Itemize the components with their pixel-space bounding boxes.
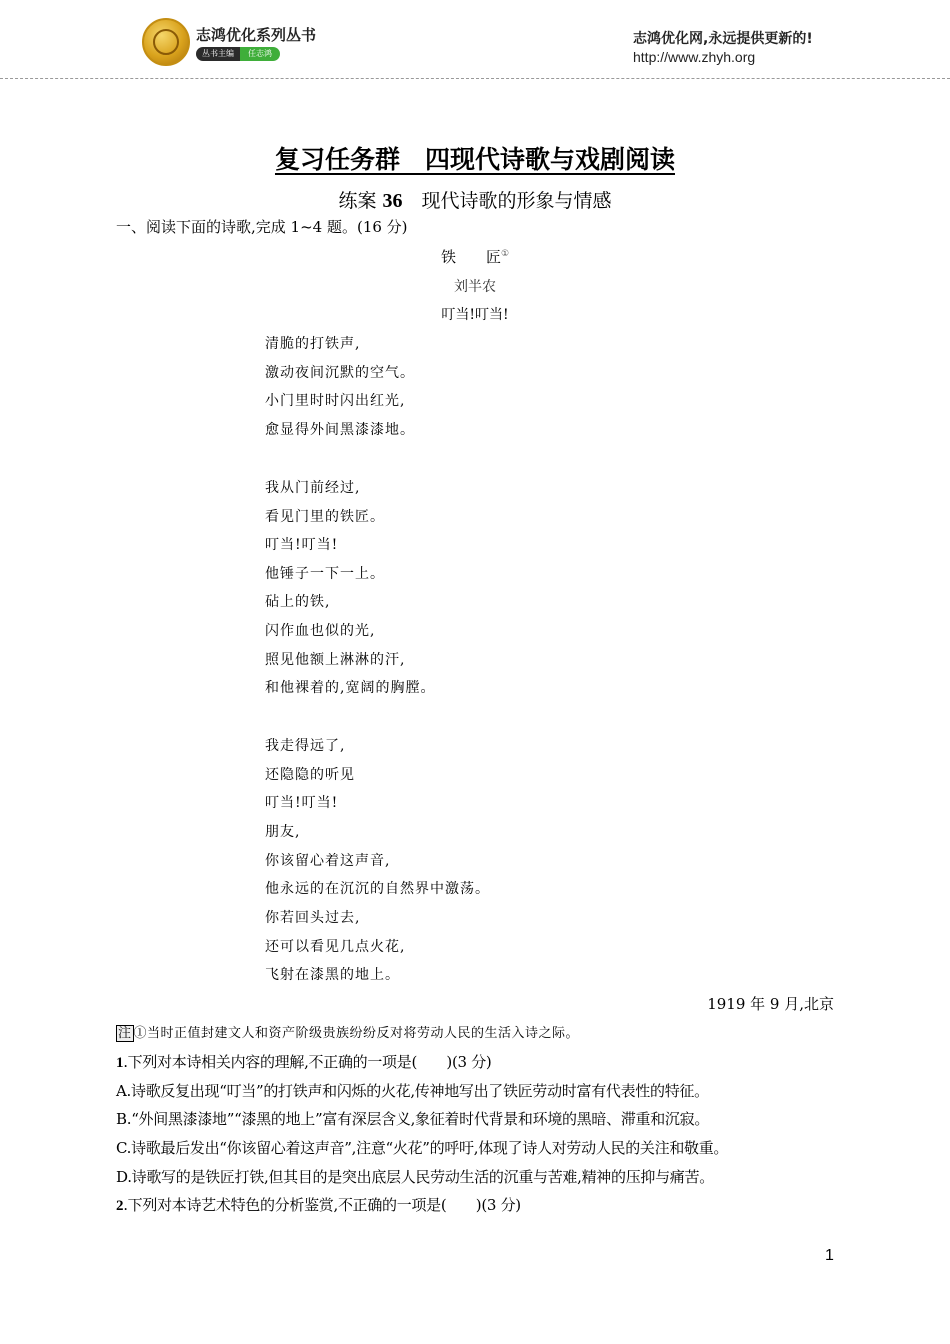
logo-emblem-icon xyxy=(142,18,190,66)
poem-opening: 叮当!叮当! xyxy=(441,307,509,323)
question-1-stem: 1.下列对本诗相关内容的理解,不正确的一项是( )(3 分) xyxy=(116,1053,492,1071)
poem-line: 砧上的铁, xyxy=(265,594,331,610)
poem-line: 你若回头过去, xyxy=(265,910,361,926)
footnote xyxy=(116,1022,579,1041)
poem-author: 刘半农 xyxy=(454,279,496,295)
section-instruction: 一、阅读下面的诗歌,完成 1~4 题。(16 分) xyxy=(116,218,408,236)
page-number: 1 xyxy=(825,1247,834,1264)
poem-line: 激动夜间沉默的空气。 xyxy=(265,365,415,381)
poem-line: 他锤子一下一上。 xyxy=(265,566,385,582)
poem-line: 你该留心着这声音, xyxy=(265,853,391,869)
question-1-option-d: D.诗歌写的是铁匠打铁,但其目的是突出底层人民劳动生活的沉重与苦难,精神的压抑与痛苦。 xyxy=(116,1168,714,1186)
poem-line: 闪作血也似的光, xyxy=(265,623,376,639)
exercise-subtitle xyxy=(0,186,950,213)
poem-title: 铁 匠① xyxy=(440,248,510,266)
subtitle-number: 36 xyxy=(382,190,403,212)
poem-line: 叮当!叮当! xyxy=(265,537,339,553)
poem-line: 小门里时时闪出红光, xyxy=(265,393,406,409)
note-tag: 注 xyxy=(118,1026,132,1041)
poem-date: 1919 年 9 月,北京 xyxy=(707,995,834,1013)
question-1-option-a: A.诗歌反复出现“叮当”的打铁声和闪烁的火花,传神地写出了铁匠劳动时富有代表性的特征。 xyxy=(116,1082,709,1100)
poem-line: 我从门前经过, xyxy=(265,480,361,496)
question-2-stem: 2.下列对本诗艺术特色的分析鉴赏,不正确的一项是( )(3 分) xyxy=(116,1196,521,1214)
poem-line: 叮当!叮当! xyxy=(265,795,339,811)
subtitle-prefix: 练案 xyxy=(338,190,377,212)
poem-line: 还隐隐的听见 xyxy=(265,767,355,783)
header-slogan: 志鸿优化网,永远提供更新的! xyxy=(633,31,813,47)
question-1-option-c: C.诗歌最后发出“你该留心着这声音”,注意“火花”的呼吁,体现了诗人对劳动人民的关注和敬重。 xyxy=(116,1139,729,1157)
note-text: ①当时正值封建文人和资产阶级贵族纷纷反对将劳动人民的生活入诗之际。 xyxy=(133,1026,580,1041)
editor-label: 丛书主编 xyxy=(196,47,240,61)
poem-line: 清脆的打铁声, xyxy=(265,336,361,352)
poem-line: 朋友, xyxy=(265,824,301,840)
poem-line: 我走得远了, xyxy=(265,738,346,754)
series-logo xyxy=(142,18,332,68)
footnote-marker: ① xyxy=(500,249,510,259)
series-title: 志鸿优化系列丛书 xyxy=(196,26,317,44)
header-divider xyxy=(0,78,950,79)
question-1-option-b: B.“外间黑漆漆地”“漆黑的地上”富有深层含义,象征着时代背景和环境的黑暗、滞重和沉寂。 xyxy=(116,1110,710,1128)
poem-line: 看见门里的铁匠。 xyxy=(265,509,385,525)
poem-line: 和他裸着的,宽阔的胸膛。 xyxy=(265,680,436,696)
editor-name: 任志鸿 xyxy=(240,47,280,61)
subtitle-text: 现代诗歌的形象与情感 xyxy=(421,190,612,212)
header-url[interactable]: http://www.zhyh.org xyxy=(633,49,756,65)
poem-line: 飞射在漆黑的地上。 xyxy=(265,967,400,983)
poem-line: 还可以看见几点火花, xyxy=(265,939,406,955)
poem-line: 照见他额上淋淋的汗, xyxy=(265,652,406,668)
page-title: 复习任务群 四现代诗歌与戏剧阅读 xyxy=(274,145,675,174)
editor-badge xyxy=(196,47,280,61)
poem-line: 愈显得外间黑漆漆地。 xyxy=(265,422,415,438)
poem-line: 他永远的在沉沉的自然界中激荡。 xyxy=(265,881,490,897)
